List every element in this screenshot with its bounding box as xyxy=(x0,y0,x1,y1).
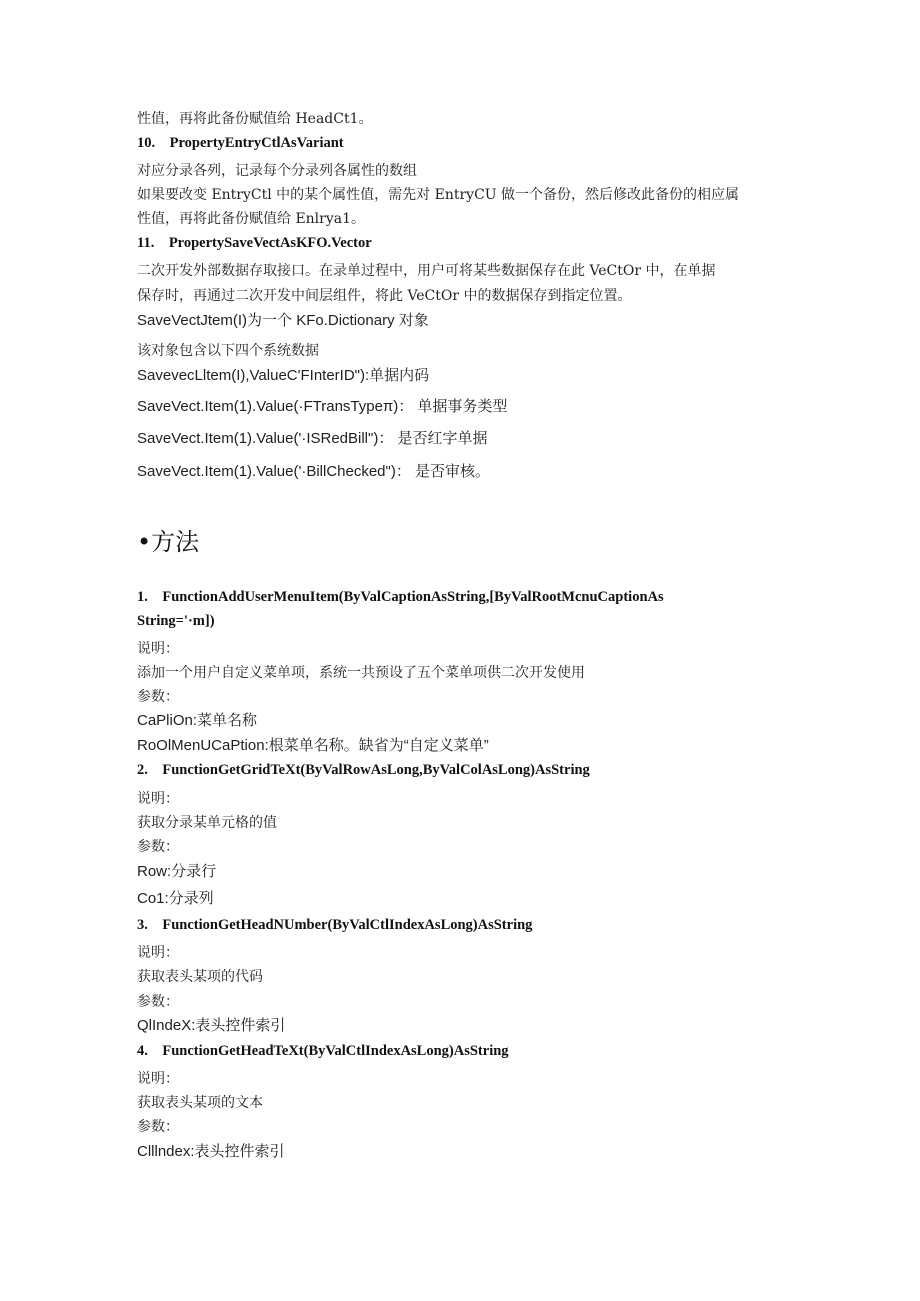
section-heading-methods: •方法 xyxy=(137,528,200,556)
doc-text-line: 保存时，再通过二次开发中间层组件，将此 VeCtOr 中的数据保存到指定位置。 xyxy=(137,288,632,304)
doc-text-line: 说明： xyxy=(137,791,179,807)
doc-text-line: 性值，再将此备份赋值给 Enlrya1。 xyxy=(137,211,366,227)
doc-text-line: 该对象包含以下四个系统数据 xyxy=(137,343,319,359)
doc-text-line: 获取分录某单元格的值 xyxy=(137,815,277,831)
doc-text-line: Co1:分录列 xyxy=(137,890,214,907)
doc-text-line: 二次开发外部数据存取接口。在录单过程中，用户可将某些数据保存在此 VeCtOr 中，在单据 xyxy=(137,263,716,279)
doc-text-line: 参数： xyxy=(137,689,179,705)
doc-item-heading: 2. FunctionGetGridTeXt(ByValRowAsLong,ByValColAsLong)AsString xyxy=(137,762,590,778)
doc-text-line: 性值，再将此备份赋值给 HeadCt1。 xyxy=(137,111,373,127)
doc-text-line: 说明： xyxy=(137,945,179,961)
doc-item-heading: 11. PropertySaveVectAsKFO.Vector xyxy=(137,235,372,251)
doc-text-line: SaveVect.Item(1).Value(·FTransTypeπ)： 单据事务类型 xyxy=(137,398,508,415)
doc-text-line: 对应分录各列，记录每个分录列各属性的数组 xyxy=(137,163,417,179)
doc-item-heading: 4. FunctionGetHeadTeXt(ByValCtlIndexAsLong)AsString xyxy=(137,1043,509,1059)
doc-text-line: 添加一个用户自定义菜单项，系统一共预设了五个菜单项供二次开发使用 xyxy=(137,665,585,681)
doc-text-line: 参数： xyxy=(137,839,179,855)
doc-text-line: 获取表头某项的代码 xyxy=(137,969,263,985)
doc-text-line: 说明： xyxy=(137,641,179,657)
doc-item-heading: String='·m]) xyxy=(137,613,215,629)
doc-text-line: RoOlMenUCaPtion:根菜单名称。缺省为“自定义菜单” xyxy=(137,737,489,754)
doc-item-heading: 10. PropertyEntryCtlAsVariant xyxy=(137,135,344,151)
doc-text-line: 如果要改变 EntryCtl 中的某个属性值，需先对 EntryCU 做一个备份，然后修改此备份的相应属 xyxy=(137,187,740,203)
doc-text-line: SaveVect.Item(1).Value('·BillChecked")： 是否审核。 xyxy=(137,463,491,480)
doc-text-line: 获取表头某项的文本 xyxy=(137,1095,263,1111)
doc-text-line: SavevecLltem(I),ValueC'FInterID"):单据内码 xyxy=(137,367,430,384)
doc-text-line: Clllndex:表头控件索引 xyxy=(137,1143,285,1160)
doc-text-line: SaveVect.Item(1).Value('·ISRedBill")： 是否红字单据 xyxy=(137,430,488,447)
doc-text-line: CaPliOn:菜单名称 xyxy=(137,712,258,729)
doc-text-line: 参数： xyxy=(137,1119,179,1135)
doc-item-heading: 1. FunctionAddUserMenuItem(ByValCaptionAsString,[ByValRootMcnuCaptionAs xyxy=(137,589,664,605)
doc-text-line: 说明： xyxy=(137,1071,179,1087)
doc-item-heading: 3. FunctionGetHeadNUmber(ByValCtlIndexAsLong)AsString xyxy=(137,917,533,933)
doc-text-line: QlIndeX:表头控件索引 xyxy=(137,1017,286,1034)
doc-text-line: SaveVectJtem(I)为一个 KFo.Dictionary 对象 xyxy=(137,312,429,329)
doc-text-line: Row:分录行 xyxy=(137,863,217,880)
doc-text-line: 参数： xyxy=(137,994,179,1010)
